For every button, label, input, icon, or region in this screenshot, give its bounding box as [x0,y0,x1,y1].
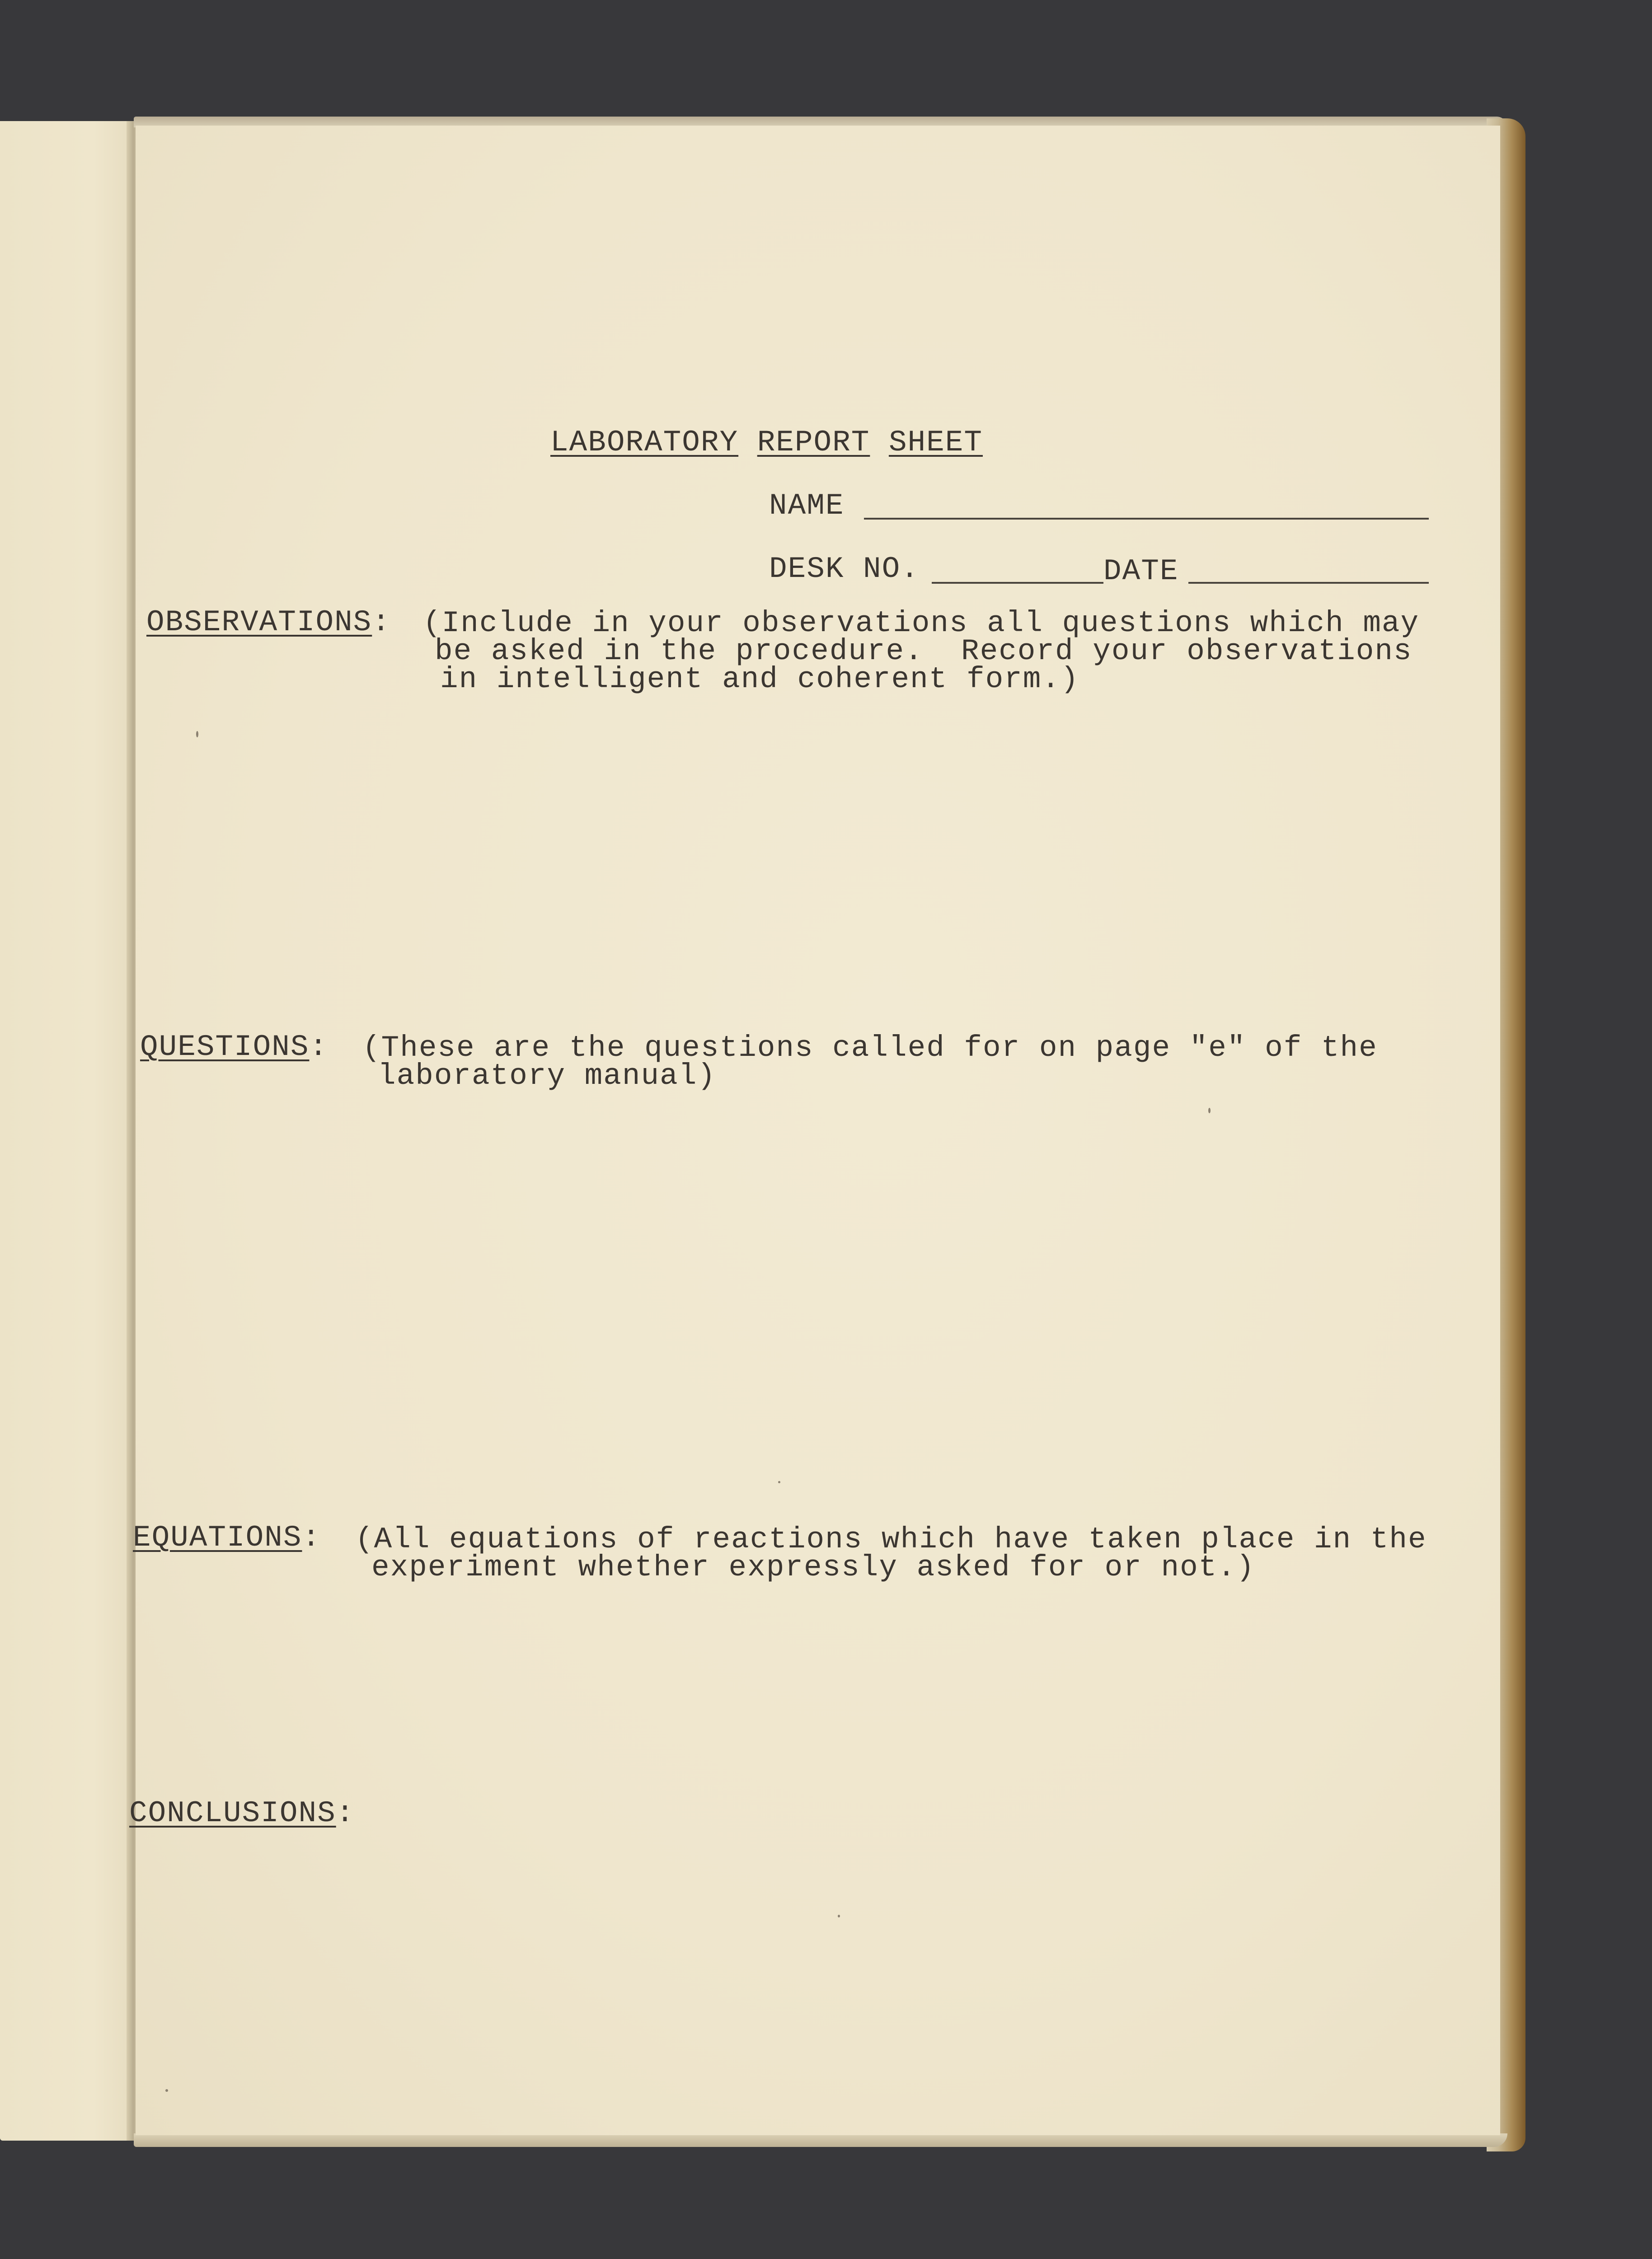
page-bottom-edge [134,2133,1507,2147]
paper-speck [778,1481,780,1483]
title-word-report: REPORT [757,426,870,459]
paper-speck [838,1915,840,1917]
paper-speck [1208,1108,1211,1113]
name-label: NAME [769,489,845,523]
paper-speck [165,2089,168,2092]
desk-no-label: DESK NO. [769,552,920,586]
date-label: DATE [1103,554,1179,588]
equations-heading: EQUATIONS: [133,1521,321,1555]
name-blank-line[interactable] [864,518,1429,520]
observations-instruction-line-3: in intelligent and coherent form.) [440,662,1079,696]
desk-no-blank-line[interactable] [932,582,1103,584]
page-title [550,428,983,457]
title-word-laboratory: LABORATORY [550,426,739,459]
equations-instruction-line-2: experiment whether expressly asked for or not.) [371,1551,1255,1584]
questions-instruction-line-2: laboratory manual) [378,1059,716,1093]
observations-instruction-line-1: (Include in your observations all questions which may [423,606,1420,640]
questions-heading: QUESTIONS: [140,1030,329,1064]
equations-instruction-line-1: (All equations of reactions which have taken place in the [355,1523,1427,1556]
date-blank-line[interactable] [1188,582,1429,584]
conclusions-heading: CONCLUSIONS: [129,1796,355,1830]
questions-instruction-line-1: (These are the questions called for on page "e" of the [362,1031,1378,1065]
observations-instruction-line-2: be asked in the procedure. Record your observations [435,634,1413,668]
observations-heading: OBSERVATIONS: [146,605,391,639]
title-word-sheet: SHEET [888,426,983,459]
report-sheet-page [129,126,1500,2135]
left-facing-page [0,121,134,2141]
paper-speck [196,731,198,737]
